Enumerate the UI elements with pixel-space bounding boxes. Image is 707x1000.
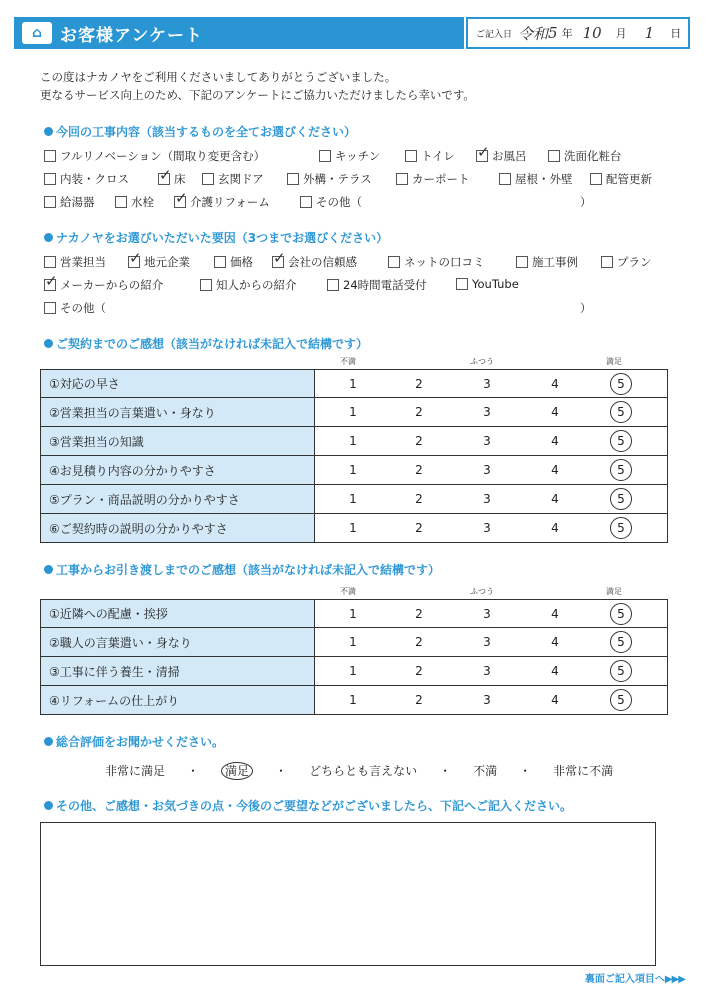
option-label: 床 <box>174 172 186 186</box>
rating-label: ④お見積り内容の分かりやすさ <box>41 456 315 484</box>
rating-row <box>40 686 668 715</box>
rating-option-selected[interactable]: 5 <box>610 689 632 711</box>
option-label: 内装・クロス <box>60 172 129 186</box>
rating-option[interactable]: 1 <box>349 492 357 506</box>
q1-option[interactable] <box>44 171 129 187</box>
rating-option[interactable]: 4 <box>551 377 559 391</box>
rating-option[interactable]: 4 <box>551 693 559 707</box>
rating-option[interactable]: 4 <box>551 434 559 448</box>
rating-row <box>40 628 668 657</box>
header <box>14 14 690 52</box>
rating-option-selected[interactable]: 5 <box>610 401 632 423</box>
rating-option[interactable]: 3 <box>483 607 491 621</box>
rating-options <box>315 370 667 397</box>
q1-option[interactable] <box>476 148 527 164</box>
rating-label: ②職人の言葉遣い・身なり <box>41 628 315 656</box>
bullet-icon <box>44 339 53 348</box>
rating-option-selected[interactable]: 5 <box>610 517 632 539</box>
house-logo-icon: ⌂ <box>22 22 52 44</box>
rating-options <box>315 398 667 426</box>
rating-label: ④リフォームの仕上がり <box>41 686 315 714</box>
rating-row <box>40 398 668 427</box>
checkbox[interactable] <box>202 173 214 185</box>
bullet-icon <box>44 737 53 746</box>
checkbox[interactable] <box>405 150 417 162</box>
comment-textarea[interactable] <box>40 822 656 966</box>
rating-option[interactable]: 2 <box>415 521 423 535</box>
bullet-icon <box>44 565 53 574</box>
q1-title <box>44 123 356 140</box>
rating-option[interactable]: 3 <box>483 463 491 477</box>
q2-option[interactable] <box>601 254 652 270</box>
checkbox[interactable] <box>115 196 127 208</box>
rating-option[interactable]: 3 <box>483 521 491 535</box>
scale-low: 不満 <box>340 587 356 596</box>
rating-row <box>40 657 668 686</box>
q2-option[interactable] <box>214 254 253 270</box>
q1-option[interactable] <box>174 194 270 210</box>
checkbox[interactable] <box>200 279 212 291</box>
rating-options <box>315 514 667 542</box>
bullet-icon <box>44 127 53 136</box>
next-page-label: 裏面ご記入項目へ <box>584 974 665 985</box>
option-label: その他（ <box>316 195 362 209</box>
bullet-icon <box>44 801 53 810</box>
q4-rating-table <box>40 599 668 715</box>
q1-option[interactable] <box>44 148 265 164</box>
date-day: 1 <box>644 24 655 42</box>
q3-rating-table <box>40 369 668 543</box>
q1-option[interactable] <box>548 148 622 164</box>
option-label: YouTube <box>472 277 519 291</box>
checkbox[interactable] <box>128 256 140 268</box>
rating-option[interactable]: 2 <box>415 664 423 678</box>
rating-options <box>315 686 667 714</box>
checkbox[interactable] <box>548 150 560 162</box>
rating-option[interactable]: 1 <box>349 405 357 419</box>
rating-option[interactable]: 1 <box>349 434 357 448</box>
rating-options <box>315 485 667 513</box>
scale-mid: ふつう <box>470 357 494 366</box>
rating-label: ①近隣への配慮・挨拶 <box>41 600 315 627</box>
checkbox[interactable] <box>44 173 56 185</box>
rating-option[interactable]: 3 <box>483 492 491 506</box>
option-label: 屋根・外壁 <box>515 172 573 186</box>
rating-option-selected[interactable]: 5 <box>610 459 632 481</box>
scale-high: 満足 <box>606 587 622 596</box>
checkbox[interactable] <box>327 279 339 291</box>
rating-option[interactable]: 1 <box>349 521 357 535</box>
rating-option[interactable]: 3 <box>483 405 491 419</box>
q2-title <box>44 229 388 246</box>
q1-close-paren: ） <box>580 195 592 209</box>
q6-title <box>44 797 572 814</box>
option-label: 施工事例 <box>532 255 578 269</box>
checkbox[interactable] <box>214 256 226 268</box>
rating-option[interactable]: 4 <box>551 492 559 506</box>
scale-mid: ふつう <box>470 587 494 596</box>
rating-option[interactable]: 2 <box>415 463 423 477</box>
rating-row <box>40 427 668 456</box>
rating-option[interactable]: 2 <box>415 693 423 707</box>
rating-options <box>315 456 667 484</box>
rating-row <box>40 456 668 485</box>
checkbox[interactable] <box>590 173 602 185</box>
rating-option[interactable]: 1 <box>349 635 357 649</box>
q2-option[interactable] <box>516 254 578 270</box>
option-label: 価格 <box>230 255 253 269</box>
option-label: 洗面化粧台 <box>564 149 622 163</box>
rating-options <box>315 657 667 685</box>
checkbox[interactable] <box>158 173 170 185</box>
rating-label: ①対応の早さ <box>41 370 315 397</box>
q2-option[interactable] <box>44 300 106 316</box>
checkbox[interactable] <box>516 256 528 268</box>
scale-low: 不満 <box>340 357 356 366</box>
q2-option[interactable] <box>456 277 519 291</box>
q2-option[interactable] <box>128 254 190 270</box>
day-unit: 日 <box>670 27 682 40</box>
checkbox[interactable] <box>499 173 511 185</box>
rating-option[interactable]: 4 <box>551 664 559 678</box>
overall-option[interactable]: 非常に不満 <box>553 764 614 778</box>
next-page-link[interactable] <box>585 970 685 985</box>
checkbox[interactable] <box>300 196 312 208</box>
q1-option[interactable] <box>499 171 573 187</box>
rating-row <box>40 485 668 514</box>
option-label: フルリノベーション（間取り変更含む） <box>60 149 266 163</box>
rating-label: ③営業担当の知識 <box>41 427 315 455</box>
rating-options <box>315 427 667 455</box>
option-label: お風呂 <box>492 149 527 163</box>
rating-option[interactable]: 1 <box>349 463 357 477</box>
rating-label: ⑤プラン・商品説明の分かりやすさ <box>41 485 315 513</box>
q2-option[interactable] <box>388 254 485 270</box>
rating-option[interactable]: 1 <box>349 693 357 707</box>
q4-title <box>44 561 440 578</box>
rating-row <box>40 514 668 543</box>
rating-option[interactable]: 3 <box>483 377 491 391</box>
checkbox[interactable] <box>396 173 408 185</box>
q5-title <box>44 733 224 750</box>
scale-high: 満足 <box>606 357 622 366</box>
option-label: ネットの口コミ <box>404 255 485 269</box>
checkbox[interactable] <box>476 150 488 162</box>
rating-option-selected[interactable]: 5 <box>610 631 632 653</box>
date-label: ご記入日 <box>476 29 513 40</box>
checkbox[interactable] <box>44 196 56 208</box>
rating-option[interactable]: 2 <box>415 434 423 448</box>
intro-line-2: 更なるサービス向上のため、下記のアンケートにご協力いただけましたら幸いです。 <box>40 88 475 102</box>
option-label: 配管更新 <box>606 172 652 186</box>
rating-label: ⑥ご契約時の説明の分かりやすさ <box>41 514 315 542</box>
rating-option[interactable]: 3 <box>483 664 491 678</box>
overall-option-selected[interactable]: 満足 <box>221 762 253 780</box>
q1-option[interactable] <box>300 194 362 210</box>
option-label: 地元企業 <box>144 255 190 269</box>
rating-option[interactable]: 4 <box>551 463 559 477</box>
rating-option[interactable]: 2 <box>415 405 423 419</box>
q1-option[interactable] <box>202 171 264 187</box>
overall-option[interactable]: どちらとも言えない <box>309 764 418 778</box>
title-bar <box>14 17 464 49</box>
option-label: プラン <box>617 255 652 269</box>
separator: ・ <box>519 764 532 778</box>
rating-option-selected[interactable]: 5 <box>610 660 632 682</box>
option-label: キッチン <box>335 149 381 163</box>
checkbox[interactable] <box>388 256 400 268</box>
rating-option[interactable]: 3 <box>483 693 491 707</box>
rating-option-selected[interactable]: 5 <box>610 430 632 452</box>
separator: ・ <box>439 764 452 778</box>
rating-option-selected[interactable]: 5 <box>610 373 632 395</box>
rating-option[interactable]: 4 <box>551 405 559 419</box>
checkbox[interactable] <box>44 150 56 162</box>
date-month: 10 <box>582 24 602 42</box>
overall-rating-options <box>105 762 635 779</box>
checkbox[interactable] <box>174 196 186 208</box>
rating-label: ③工事に伴う養生・清掃 <box>41 657 315 685</box>
rating-options <box>315 600 667 627</box>
rating-option[interactable]: 2 <box>415 607 423 621</box>
rating-option[interactable]: 1 <box>349 607 357 621</box>
checkbox[interactable] <box>456 278 468 290</box>
rating-option[interactable]: 1 <box>349 664 357 678</box>
rating-row <box>40 369 668 398</box>
rating-option[interactable]: 4 <box>551 607 559 621</box>
intro-line-1: この度はナカノヤをご利用くださいましてありがとうございました。 <box>40 70 397 84</box>
q1-option[interactable] <box>396 171 470 187</box>
arrow-right-icon: ▶▶▶ <box>664 974 685 985</box>
q2-option[interactable] <box>327 277 427 293</box>
checkbox[interactable] <box>44 256 56 268</box>
option-label: 外構・テラス <box>303 172 372 186</box>
option-label: メーカーからの紹介 <box>60 278 164 292</box>
q2-option[interactable] <box>44 277 163 293</box>
date-field[interactable] <box>466 17 690 49</box>
option-label: 会社の信頼感 <box>288 255 357 269</box>
separator: ・ <box>275 764 288 778</box>
q1-option[interactable] <box>319 148 380 164</box>
option-label: 給湯器 <box>60 195 95 209</box>
q1-option[interactable] <box>405 148 455 164</box>
rating-option[interactable]: 2 <box>415 377 423 391</box>
q1-option[interactable] <box>115 194 154 210</box>
q2-close-paren: ） <box>580 301 592 315</box>
year-unit: 年 <box>561 27 573 40</box>
option-label: 知人からの紹介 <box>216 278 297 292</box>
checkbox[interactable] <box>272 256 284 268</box>
q4-title-text: 工事からお引き渡しまでのご感想（該当がなければ未記入で結構です） <box>56 563 441 577</box>
option-label: 24時間電話受付 <box>343 278 427 292</box>
month-unit: 月 <box>615 27 627 40</box>
rating-option[interactable]: 3 <box>483 434 491 448</box>
bullet-icon <box>44 233 53 242</box>
page-title: お客様アンケート <box>60 25 203 46</box>
overall-option[interactable]: 非常に満足 <box>105 764 166 778</box>
rating-option[interactable]: 2 <box>415 492 423 506</box>
rating-option-selected[interactable]: 5 <box>610 603 632 625</box>
separator: ・ <box>187 764 200 778</box>
q6-title-text: その他、ご感想・お気づきの点・今後のご要望などがございましたら、下記へご記入ください。 <box>56 799 573 813</box>
q3-title <box>44 335 368 352</box>
rating-option[interactable]: 2 <box>415 635 423 649</box>
option-label: 玄関ドア <box>218 172 264 186</box>
rating-option[interactable]: 4 <box>551 521 559 535</box>
rating-option[interactable]: 1 <box>349 377 357 391</box>
q2-option[interactable] <box>44 254 106 270</box>
checkbox[interactable] <box>319 150 331 162</box>
q1-option[interactable] <box>590 171 652 187</box>
rating-label: ②営業担当の言葉遣い・身なり <box>41 398 315 426</box>
option-label: トイレ <box>421 149 455 163</box>
checkbox[interactable] <box>44 302 56 314</box>
rating-option[interactable]: 3 <box>483 635 491 649</box>
option-label: 営業担当 <box>60 255 106 269</box>
q1-option[interactable] <box>158 171 186 187</box>
option-label: 介護リフォーム <box>190 195 270 209</box>
rating-option-selected[interactable]: 5 <box>610 488 632 510</box>
rating-row <box>40 599 668 628</box>
q5-title-text: 総合評価をお聞かせください。 <box>56 735 225 749</box>
rating-option[interactable]: 4 <box>551 635 559 649</box>
rating-options <box>315 628 667 656</box>
overall-option[interactable]: 不満 <box>473 764 498 778</box>
date-era: 令和 <box>518 24 549 43</box>
q3-title-text: ご契約までのご感想（該当がなければ未記入で結構です） <box>56 337 369 351</box>
intro-text <box>40 68 475 104</box>
checkbox[interactable] <box>287 173 299 185</box>
option-label: 水栓 <box>131 195 154 209</box>
checkbox[interactable] <box>601 256 613 268</box>
q2-title-text: ナカノヤをお選びいただいた要因（3つまでお選びください） <box>56 231 389 245</box>
q2-option[interactable] <box>272 254 357 270</box>
q1-option[interactable] <box>44 194 95 210</box>
option-label: カーポート <box>412 172 470 186</box>
q1-option[interactable] <box>287 171 372 187</box>
q2-option[interactable] <box>200 277 297 293</box>
checkbox[interactable] <box>44 279 56 291</box>
q1-title-text: 今回の工事内容（該当するものを全てお選びください） <box>56 125 357 139</box>
option-label: その他（ <box>60 301 106 315</box>
date-year: 5 <box>548 24 558 42</box>
